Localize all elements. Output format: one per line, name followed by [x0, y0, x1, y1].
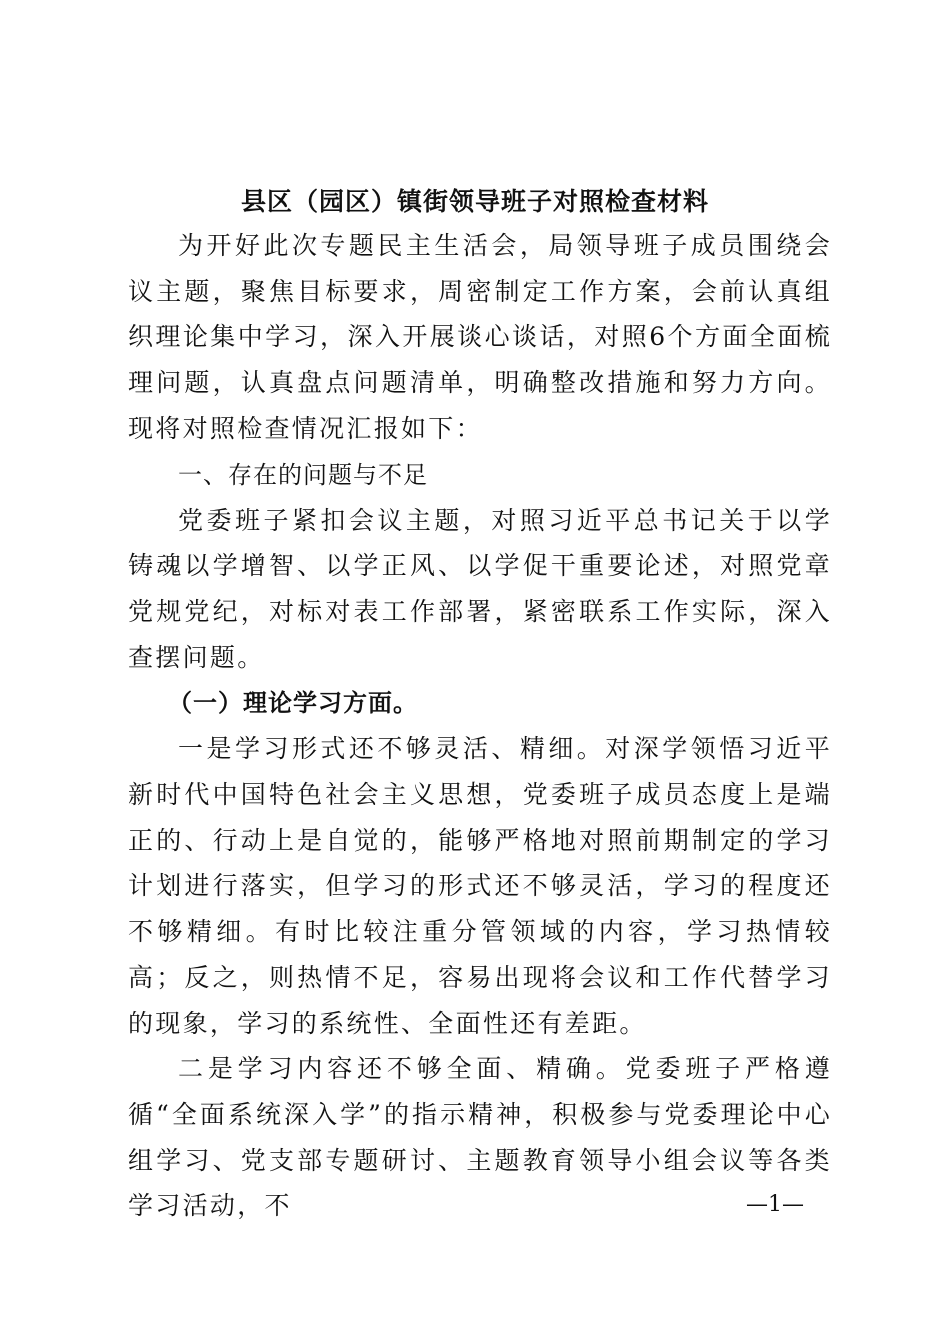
section-paragraph: 党委班子紧扣会议主题，对照习近平总书记关于以学铸魂以学增智、以学正风、以学促干重要论述，对照党章党规党纪，对标对表工作部署，紧密联系工作实际，深入查摆问题。 — [128, 505, 832, 672]
intro-paragraph: 为开好此次专题民主生活会，局领导班子成员围绕会议主题，聚焦目标要求，周密制定工作方案，会前认真组织理论集中学习，深入开展谈心谈话，对照6个方面全面梳理问题，认真盘点问题清单，明确整改措施和努力方向。现将对照检查情况汇报如下： — [128, 231, 832, 443]
document-body — [128, 223, 832, 1229]
page-number: —1— — [746, 1192, 804, 1217]
section-heading-problems: 一、存在的问题与不足 — [178, 460, 428, 489]
document-title: 县区（园区）镇街领导班子对照检查材料 — [240, 187, 709, 216]
subsection-heading-theory: （一）理论学习方面。 — [168, 688, 418, 718]
point-paragraph-1: 一是学习形式还不够灵活、精细。对深学领悟习近平新时代中国特色社会主义思想，党委班子成员态度上是端正的、行动上是自觉的，能够严格地对照前期制定的学习计划进行落实，但学习的形式还不够灵活，学习的程度还不够精细。有时比较注重分管领域的内容，学习热情较高；反之，则热情不足，容易出现将会议和工作代替学习的现象，学习的系统性、全面性还有差距。 — [128, 734, 832, 1038]
point-paragraph-2: 二是学习内容还不够全面、精确。党委班子严格遵循“全面系统深入学”的指示精神，积极参与党委理论中心组学习、党支部专题研讨、主题教育领导小组会议等各类学习活动，不 — [128, 1054, 832, 1221]
